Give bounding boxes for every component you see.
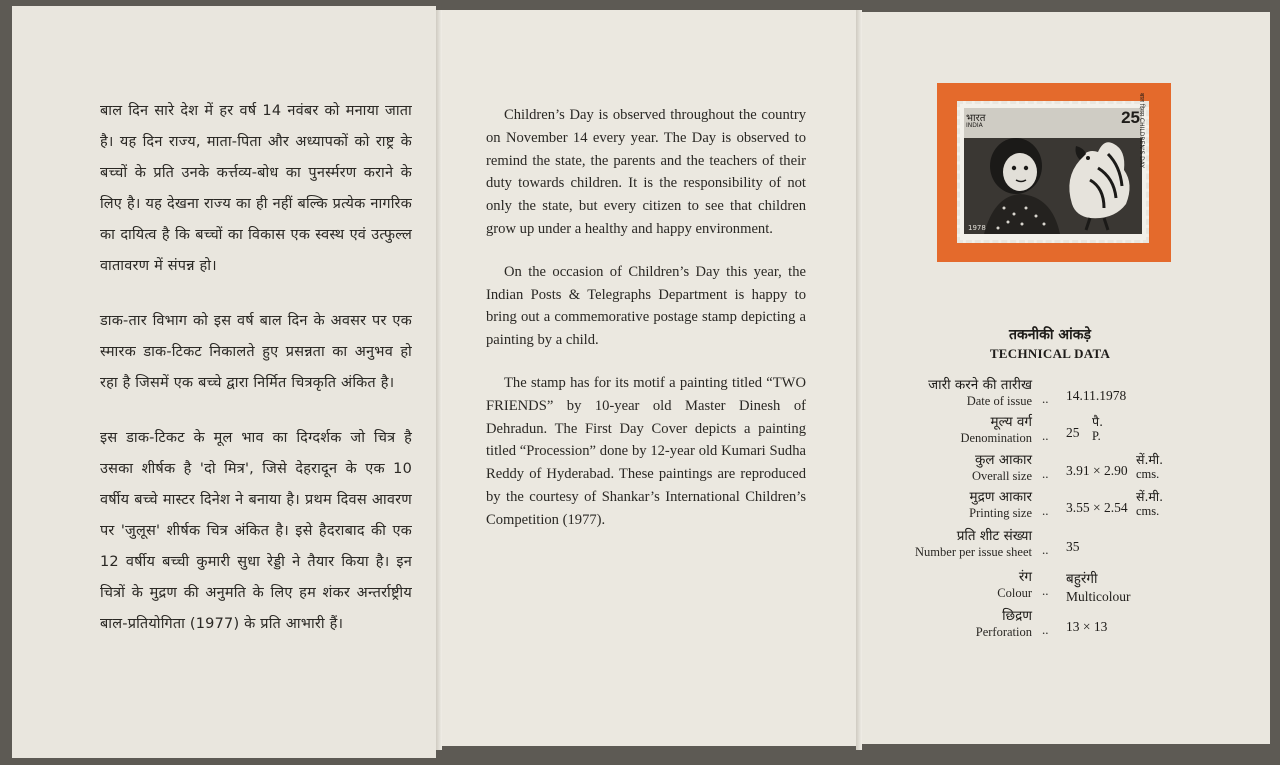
label-hindi: प्रति शीट संख्या bbox=[956, 528, 1032, 544]
label-hindi: छिद्रण bbox=[1002, 608, 1032, 624]
postage-stamp bbox=[957, 92, 1149, 243]
technical-row-value: 35 bbox=[1066, 539, 1080, 554]
stamp-country-label-en: INDIA bbox=[966, 122, 983, 129]
label-hindi: जारी करने की तारीख bbox=[928, 377, 1032, 393]
technical-row-label bbox=[972, 452, 1032, 484]
separator-dots: .. bbox=[1042, 428, 1049, 443]
label-english: Printing size bbox=[969, 506, 1032, 520]
technical-row-label bbox=[915, 528, 1032, 560]
stamp-illustration bbox=[964, 108, 1142, 234]
technical-row bbox=[880, 569, 1260, 609]
stamp-value: 25 bbox=[1121, 108, 1140, 127]
hindi-paragraph-2: डाक-तार विभाग को इस वर्ष बाल दिन के अवसर पर एक स्मारक डाक-टिकट निकालते हुए प्रसन्नता का अनुभव हो रहा है जिसमें एक बच्चे द्वारा निर्मित चित्रकृति अंकित है। bbox=[100, 313, 412, 391]
technical-row bbox=[880, 452, 1260, 492]
stamp-year-text: 1978 bbox=[968, 224, 986, 232]
technical-row-label bbox=[969, 489, 1032, 521]
technical-row-value: 3.91 × 2.90 bbox=[1066, 463, 1128, 478]
label-hindi: कुल आकार bbox=[975, 452, 1032, 468]
technical-data-title-hindi: तकनीकी आंकड़े bbox=[1009, 327, 1091, 343]
technical-row-value: बहुरंगी Multicolour bbox=[1066, 571, 1131, 604]
technical-row bbox=[880, 377, 1260, 417]
technical-row-value: 3.55 × 2.54 bbox=[1066, 500, 1128, 515]
technical-row bbox=[880, 414, 1260, 454]
hindi-text-column bbox=[100, 96, 412, 640]
technical-row-unit: सें.मी. cms. bbox=[1136, 452, 1164, 481]
separator-dots: .. bbox=[1042, 542, 1049, 557]
technical-data-title: TECHNICAL DATA bbox=[989, 346, 1111, 361]
stamp-painting-two-friends bbox=[964, 108, 1142, 234]
english-paragraph-1: Children’s Day is observed throughout the country on November 14 every year. The Day is observed to remind the state, the parents and the teachers of their duty towards children. It is the responsibility of not only the state, but every citizen to see that children grow up under a healthy and happy environment. bbox=[486, 107, 806, 237]
label-english: Denomination bbox=[960, 431, 1032, 445]
label-hindi: मुद्रण आकार bbox=[969, 489, 1032, 505]
hindi-paragraph-1: बाल दिन सारे देश में हर वर्ष 14 नवंबर को मनाया जाता है। यह दिन राज्य, माता-पिता और अध्यापकों को राष्ट्र के बच्चों के प्रति उनके कर्त्तव्य-बोध का पुनर्स्मरण कराने के लिए है। यह देखना राज्य का ही नहीं बल्कि प्रत्येक नागरिक का दायित्व है कि बच्चों का विकास एक स्वस्थ एवं उत्फुल्ल वातावरण में संपन्न हो। bbox=[100, 103, 412, 274]
english-paragraph-3: The stamp has for its motif a painting titled “TWO FRIENDS” by 10-year old Master Dinesh of Dehradun. The First Day Cover depicts a painting titled “Procession” done by 12-year old Kumari Sudha Reddy of Hyderabad. These paintings are reproduced by the courtesy of Shankar’s International Children’s Competition (1977). bbox=[486, 374, 806, 528]
label-english: Overall size bbox=[971, 469, 1032, 483]
label-english: Date of issue bbox=[966, 394, 1032, 408]
stamp-country-label: भारत bbox=[966, 113, 986, 124]
technical-row-label bbox=[976, 608, 1032, 640]
separator-dots: .. bbox=[1042, 583, 1049, 598]
english-paragraph-2: On the occasion of Children’s Day this year, the Indian Posts & Telegraphs Department is happy to bring out a commemorative postage stamp depicting a painting by a child. bbox=[486, 263, 806, 349]
label-english: Number per issue sheet bbox=[915, 545, 1032, 559]
separator-dots: .. bbox=[1042, 466, 1049, 481]
label-english: Perforation bbox=[975, 625, 1032, 639]
technical-row-unit: पै. P. bbox=[1092, 414, 1104, 443]
technical-row bbox=[880, 608, 1260, 648]
separator-dots: .. bbox=[1042, 391, 1049, 406]
label-english: Colour bbox=[997, 586, 1032, 600]
technical-row-label bbox=[928, 377, 1032, 409]
technical-row-value: 13 × 13 bbox=[1066, 619, 1108, 634]
technical-row-label bbox=[997, 569, 1032, 601]
label-hindi: मूल्य वर्ग bbox=[990, 414, 1032, 430]
separator-dots: .. bbox=[1042, 622, 1049, 637]
english-text-column bbox=[486, 104, 806, 532]
technical-row bbox=[880, 528, 1260, 568]
technical-row-unit: सें.मी. cms. bbox=[1136, 489, 1164, 518]
technical-row bbox=[880, 489, 1260, 529]
page-fold-left bbox=[436, 10, 442, 750]
technical-row-label bbox=[960, 414, 1032, 446]
technical-row-value: 14.11.1978 bbox=[1066, 388, 1127, 403]
label-hindi: रंग bbox=[1018, 569, 1032, 585]
page-fold-right bbox=[856, 10, 862, 750]
technical-row-value: 25 bbox=[1066, 425, 1080, 440]
stamp-side-text: बाल दिवस CHILDREN'S DAY bbox=[1138, 92, 1145, 168]
hindi-paragraph-3: इस डाक-टिकट के मूल भाव का दिग्दर्शक जो चित्र है उसका शीर्षक है 'दो मित्र', जिसे देहरादून के एक 10 वर्षीय बच्चे मास्टर दिनेश ने बनाया है। प्रथम दिवस आवरण पर 'जुलूस' शीर्षक चित्र अंकित है। इसे हैदराबाद की एक 12 वर्षीय बच्ची कुमारी सुधा रेड्डी ने तैयार किया है। इन चित्रों के मुद्रण की अनुमति के लिए हम शंकर अन्तर्राष्ट्रीय बाल-प्रतियोगिता (1977) के प्रति आभारी हैं। bbox=[100, 430, 412, 632]
separator-dots: .. bbox=[1042, 503, 1049, 518]
